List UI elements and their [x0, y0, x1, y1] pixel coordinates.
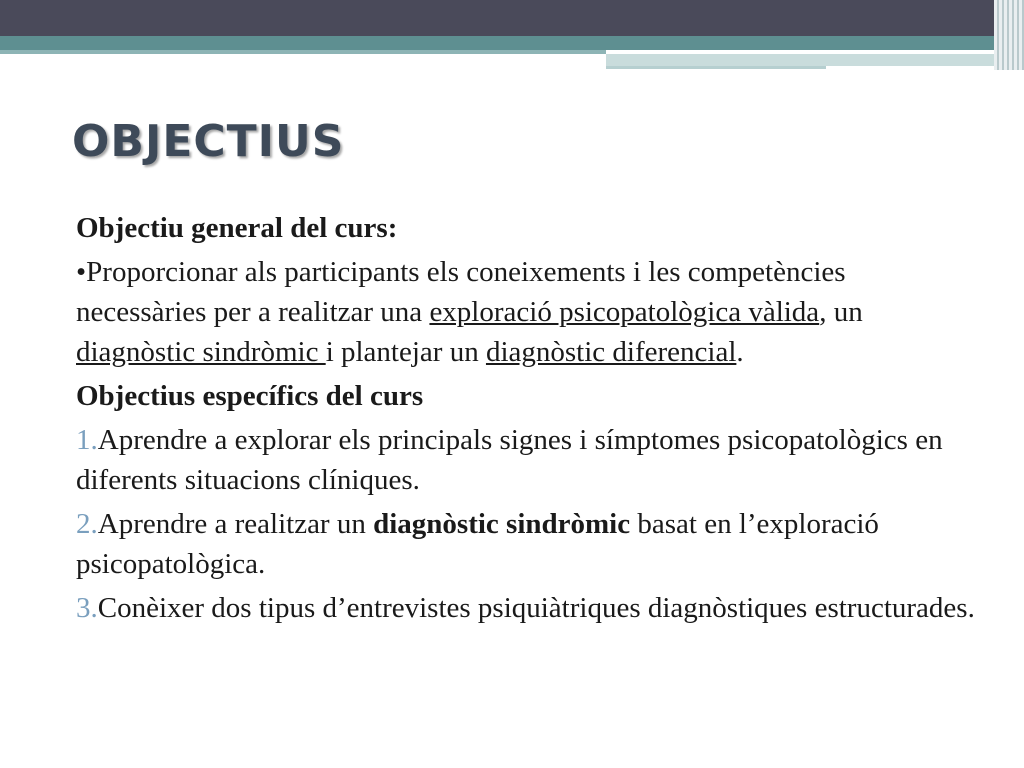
item-bold-term: diagnòstic sindròmic — [373, 508, 631, 540]
item-text: Conèixer dos tipus d’entrevistes psiquiàtriques diagnòstiques estructurades. — [97, 592, 975, 624]
item-number: 1. — [76, 424, 98, 456]
list-item — [76, 420, 976, 500]
underlined-term: exploració psicopatològica vàlida — [429, 296, 820, 328]
bullet-text: , un — [819, 296, 863, 328]
item-text: Aprendre a explorar els principals signes i símptomes psicopatològics en diferents situacions clíniques. — [76, 424, 943, 496]
item-text: Aprendre a realitzar un — [97, 508, 374, 540]
underlined-term: diagnòstic diferencial — [485, 336, 737, 368]
corner-stripes — [994, 0, 1024, 70]
header-bar — [0, 0, 1024, 36]
bullet-text: i plantejar un — [325, 336, 486, 368]
header-teal-line — [0, 50, 606, 54]
bullet-text: Proporcionar als participants els coneixements i les competències necessàries per a realitzar una — [76, 256, 846, 328]
header-right-line — [606, 54, 1006, 66]
list-item — [76, 504, 976, 584]
bullet-text: . — [736, 336, 744, 368]
general-heading: Objectiu general del curs: — [76, 212, 398, 244]
item-text: basat en l’exploració psicopatològica. — [76, 508, 879, 580]
item-number: 3. — [76, 592, 98, 624]
slide-body — [76, 208, 976, 632]
bullet-marker: • — [76, 256, 87, 288]
underlined-term: diagnòstic sindròmic — [76, 336, 326, 368]
list-item — [76, 588, 976, 628]
item-number: 2. — [76, 508, 98, 540]
header-teal-band — [0, 36, 1024, 50]
header-right-line-thin — [606, 66, 826, 69]
general-bullet — [76, 252, 976, 372]
slide-title: OBJECTIUS — [72, 116, 345, 167]
specific-heading: Objectius específics del curs — [76, 380, 424, 412]
